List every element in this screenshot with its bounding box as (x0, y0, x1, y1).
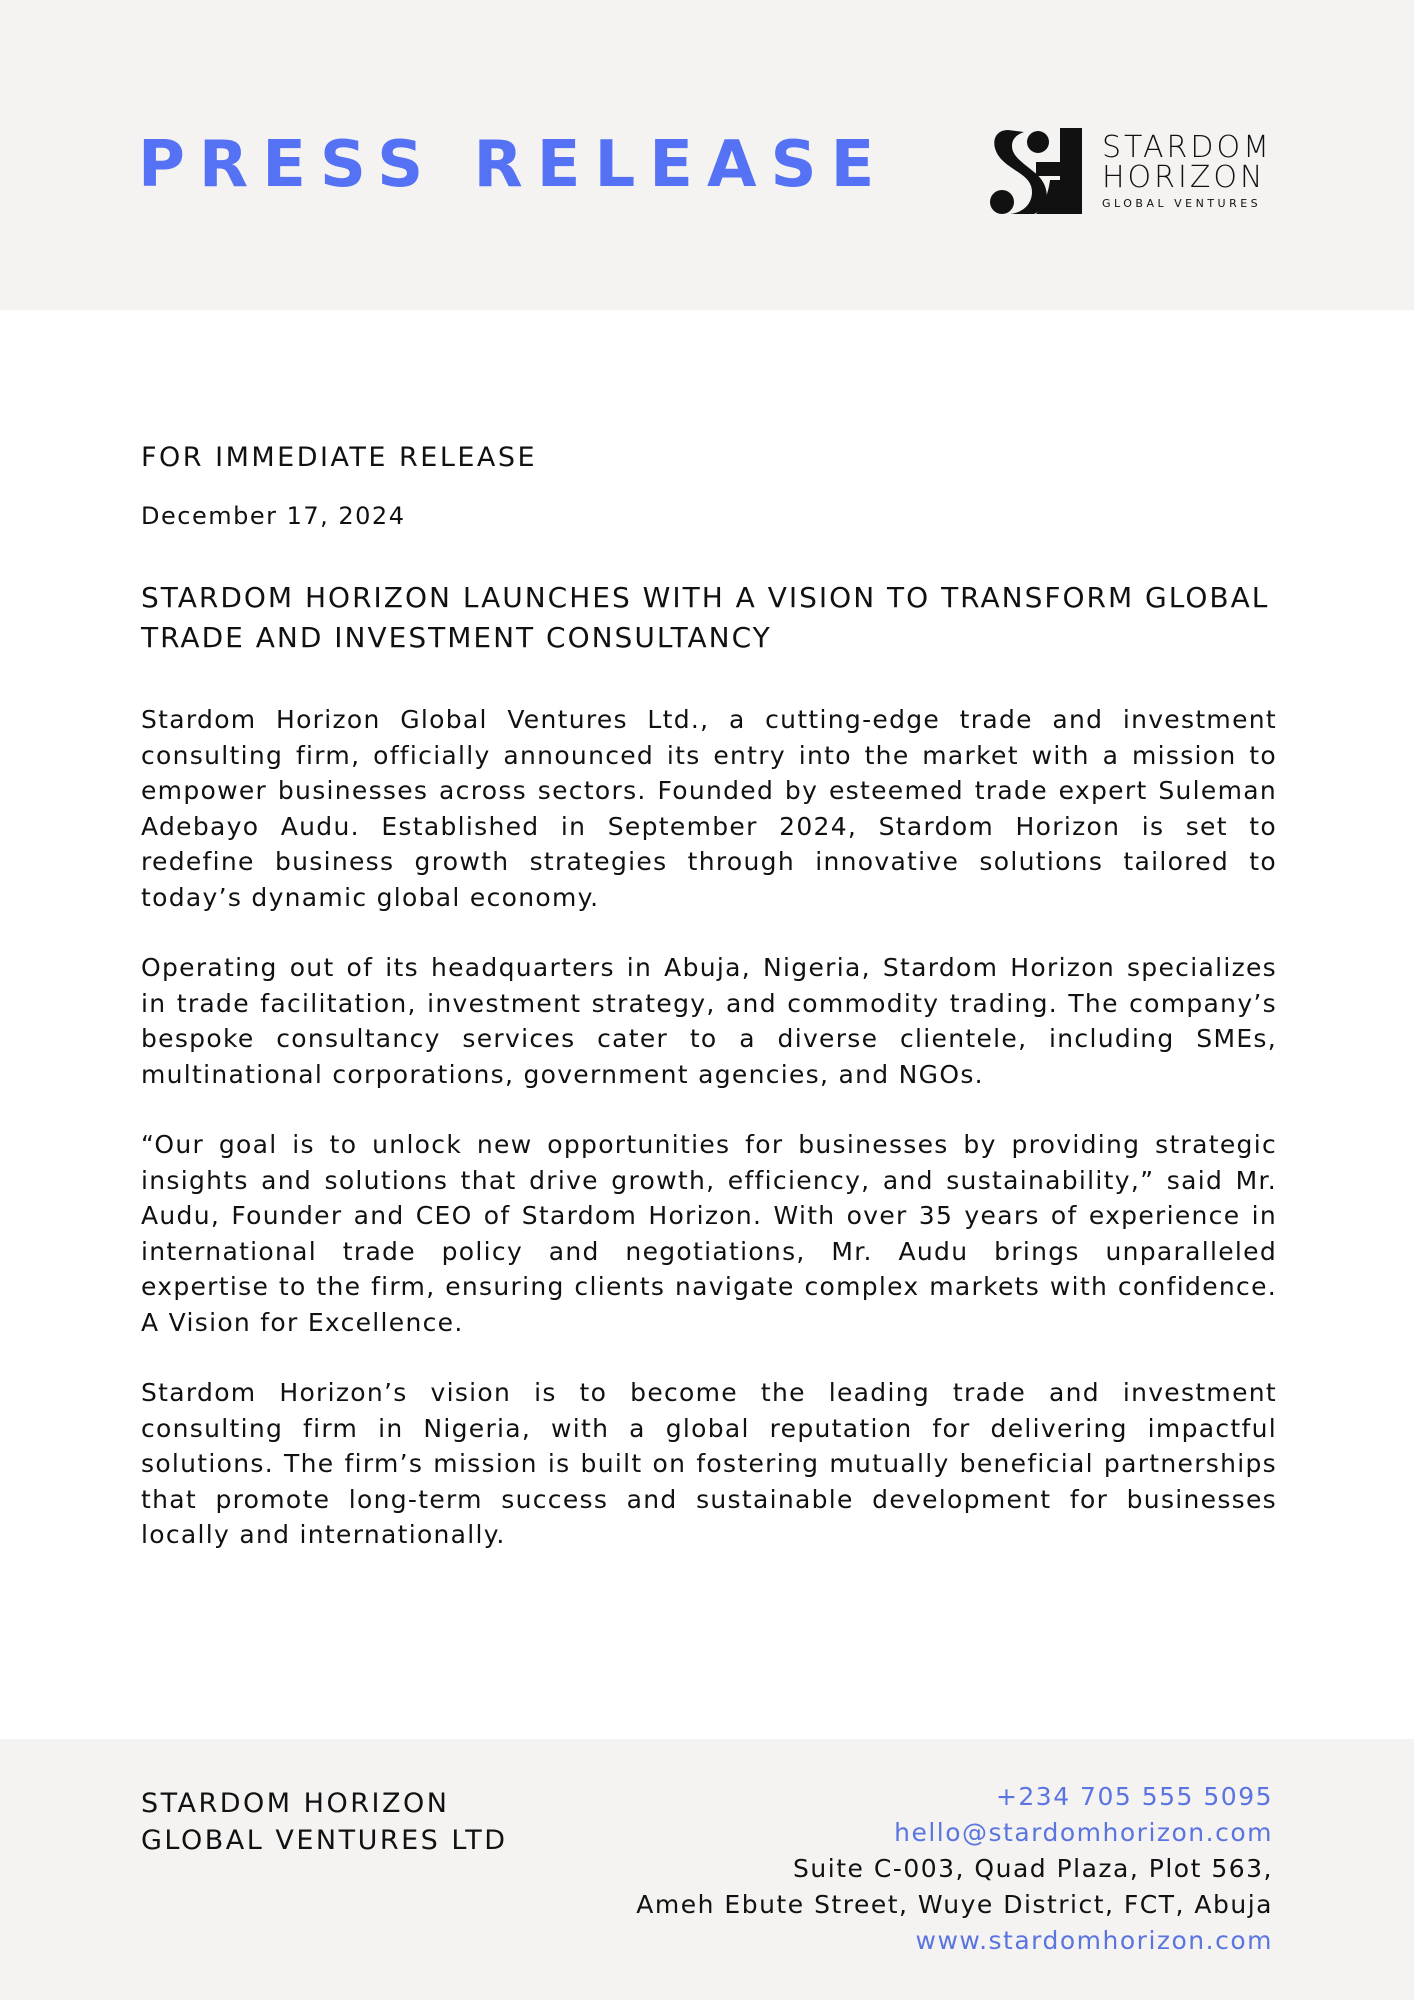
header-band (0, 0, 1414, 310)
website-link[interactable]: www.stardomhorizon.com (915, 1926, 1273, 1955)
release-date: December 17, 2024 (141, 502, 406, 530)
paragraph: Operating out of its headquarters in Abuja, Nigeria, Stardom Horizon specializes in trade facilitation, investment strategy, and commodity trading. The company’s bespoke consultancy services cater to a diverse clientele, including SMEs, multinational corporations, government agencies, and NGOs. (141, 953, 1277, 1089)
logo-line-1: STARDOM (1102, 129, 1273, 165)
email-link[interactable]: hello@stardomhorizon.com (894, 1818, 1273, 1847)
paragraph: Stardom Horizon’s vision is to become the leading trade and investment consulting firm in Nigeria, with a global reputation for delivering impactful solutions. The firm’s mission is built on fostering mutually beneficial partnerships that promote long-term success and sustainable development for businesses locally and internationally. (141, 1378, 1277, 1549)
logo-line-3: GLOBAL VENTURES (1102, 196, 1262, 210)
paragraph: “Our goal is to unlock new opportunities for businesses by providing strategic insights and solutions that drive growth, efficiency, and sustainability,” said Mr. Audu, Founder and CEO of Stardom Horizon. With over 35 years of experience in international trade policy and negotiations, Mr. Audu brings unparalleled expertise to the firm, ensuring clients navigate complex markets with confidence. A Vision for Excellence. (141, 1130, 1277, 1337)
logo-line-2: HORIZON (1102, 159, 1266, 195)
phone-link[interactable]: +234 705 555 5095 (995, 1782, 1273, 1811)
address-line-2: Ameh Ebute Street, Wuye District, FCT, Abuja (636, 1890, 1273, 1919)
press-release-body (141, 440, 1277, 1588)
address-line-1: Suite C-003, Quad Plaza, Plot 563, (793, 1854, 1273, 1883)
footer-band (0, 1739, 1414, 2000)
body-text (141, 702, 1277, 1553)
headline: STARDOM HORIZON LAUNCHES WITH A VISION TO TRANSFORM GLOBAL TRADE AND INVESTMENT CONSULTANCY (141, 581, 1270, 654)
page-title: PRESS RELEASE (138, 128, 889, 202)
footer-contact (636, 1779, 1273, 1959)
footer-company-line-2: GLOBAL VENTURES LTD (141, 1825, 508, 1856)
sh-monogram-icon (988, 126, 1098, 216)
footer-company (141, 1785, 508, 1859)
company-logo (988, 126, 1272, 216)
release-label: FOR IMMEDIATE RELEASE (141, 442, 538, 473)
paragraph: Stardom Horizon Global Ventures Ltd., a cutting-edge trade and investment consulting firm, officially announced its entry into the market with a mission to empower businesses across sectors. Founded by esteemed trade expert Suleman Adebayo Audu. Established in September 2024, Stardom Horizon is set to redefine business growth strategies through innovative solutions tailored to today’s dynamic global economy. (141, 705, 1277, 912)
footer-company-line-1: STARDOM HORIZON (141, 1788, 450, 1819)
